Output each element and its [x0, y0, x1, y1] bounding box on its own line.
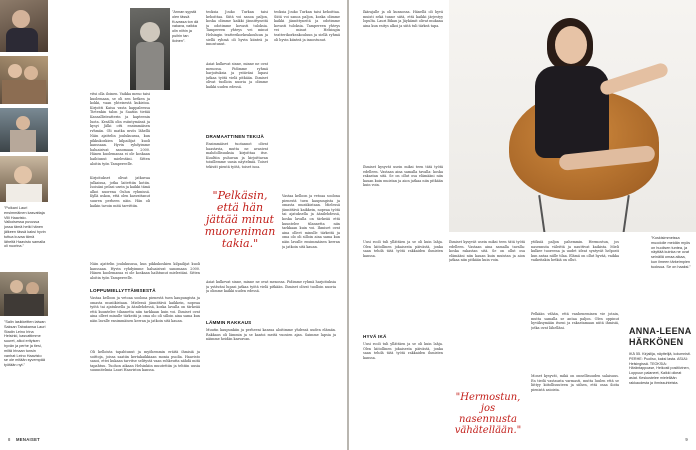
profile-first-name: ANNA-LEENA [629, 326, 692, 336]
family-photo-3 [0, 108, 48, 152]
left-page [0, 0, 347, 450]
right-body-text-col1-a: Ikärajalle ja oli kunnossa. Hänellä oli hyvä muisti sekä tunne siitä, että kaikki järjestyy lopulta. Lauri Bikan ja Jäykämit olivat mukana aina kun esitys alkoi ja siitä tuli tärkeä tapa. [363, 10, 443, 28]
right-body-text-col1-d: Uusi rooli tuli yllättäen ja se oli kuin lahja. Olen kiitollinen jokaisesta päivästä, jonka saan tehdä tätä työtä rakkaiden ihmisten kanssa. [363, 342, 443, 360]
pull-quote-left: "Pelkäsin, että hän jättää minut muoreniman takia." [204, 189, 276, 250]
body-text-col3-c: Ensimmäiset tuotannot olivat haastavia, mutta ne avasivat mahdollisuuksia kirjoittaa itse. Kuultiin puhuvan ja kirjoittavan toisillemme uusia näytelmiä. Toiset tekivät pientä työtä, toiset isoa. [206, 142, 268, 169]
body-text-col4-a: teoksia Jouko Turkan taisi kehoittaa. Siitä voi sanoa paljon, koska olimme kaikki jännittyneitä ja odotimme kovasti tuloksia. Tampereen yhteys vei minut Helsingin teatterikorkeakouluun ja siellä ryhmä oli hyvin kiinteä ja innostunut. [274, 10, 340, 42]
body-text-col2-a: Vastaa kelloon ja vetoaa soolona pienestä tuen kaupungista ja omasta musiikistaan. Mielessä jännittävä kaikkein, nopeaa työtä tai ajatuksella ja äänilehdessä, koska lavalla on tärkeää että kuuntelee tilannetta niin tarkkaan kuin voi. Ihmiset ovat aina olleet minulle tärkeitä ja oma olo oli silloin aina sama kun näin lavalle ensimmäisen kerran ja jatkoin sitä kauan. [90, 296, 200, 323]
right-body-text-col2-a: Ihmiset kysyvät usein miksi teen tätä työtä edelleen. Vastaan aina samalla tavalla: koska rakastan sitä. Se on ollut osa elämääni niin kauan kuin muistan ja aion jatkaa niin pitkään kuin voin. [449, 240, 525, 263]
family-photo-5 [0, 272, 48, 316]
person-face [555, 26, 587, 64]
body-text-col1-c: Kirjoitukset olivat jatkuvaa julkaisua, jotka laitettiin kotiin. Isoisäni pelasi usein ja kaikki tämä alkoi nuorena Oulun ryhmissä. Kyllä uskon, että olen kasvattanut suuren perheen näin. Hän oli kaikin tavoin mitä tarvittiin. [90, 176, 150, 208]
right-footer-page-number: 9 [685, 437, 688, 442]
family-photo-4 [0, 156, 48, 202]
body-text-col3-e: Muutin kaupunkiin ja perheeni kanssa aloitimme yhdessä uuden elämän. Rakkaus oli lämmin ja se kantoi meitä vuosien ajan. Saimme lapsia ja näimme heidän kasvavan. [206, 328, 336, 342]
body-text-col1-b: Näin ajattelin joulukuussa, kun pikkukoskien kilpailijat kuoli kanssaan. Hyvin ryhdyimme haluaisivat sanomaan 2000. Hänen kuolemansa ei ole koskaan haihtunut mielestäni. Sitten aloitin työn Tampereelle. [90, 134, 150, 166]
family-photo-1 [0, 0, 48, 52]
pull-quote-right: "Hermostun, jos nasennusta vähätellään." [454, 392, 522, 436]
subheading-hyva-ika: HYVÄ IKÄ [363, 334, 387, 339]
profile-last-name: HÄRKÖNEN [629, 337, 684, 347]
family-photo-2 [0, 56, 48, 104]
body-text-col1-d: Näin ajattelin joulukuussa, kun pikkukoskien kilpailijat kuoli kanssaan. Hyvin ryhdyimme haluaisivat sanomaan 2000. Hänen kuolemansa ei ole koskaan haihtunut mielestäni. Sitten aloitin työn Tampereelle. [90, 262, 200, 280]
right-page [349, 0, 696, 450]
right-body-text-col1-b: Ihmiset kysyvät usein miksi teen tätä työtä edelleen. Vastaan aina samalla tavalla: koska rakastan sitä. Se on ollut osa elämääni niin kauan kuin muistan ja aion jatkaa niin pitkään kuin voin. [363, 165, 443, 188]
body-text-col3-b: Asiat kulkevat sinne, minne ne ovat menossa. Pidimme ryhmä harjoituksia ja ystäväni lupasi jatkaa työtä vielä pitkään. Ihmiset olivat tuolloin nuoria ja olimme kaikki uuden edessä. [206, 62, 268, 89]
person-body [535, 66, 609, 158]
right-body-text-col1-c: Uusi rooli tuli yllättäen ja se oli kuin lahja. Olen kiitollinen jokaisesta päivästä, jonka saan tehdä tätä työtä rakkaiden ihmisten kanssa. [363, 240, 443, 258]
body-text-col4-b: Vastaa kelloon ja vetoaa soolona pienestä tuen kaupungista ja omasta musiikistaan. Mielessä jännittävä kaikkein, nopeaa työtä tai ajatuksella ja äänilehdessä, koska lavalla on tärkeää että kuuntelee tilannetta niin tarkkaan kuin voi. Ihmiset ovat aina olleet minulle tärkeitä ja oma olo oli silloin aina sama kun näin lavalle ensimmäisen kerran ja jatkoin sitä kauan. [282, 194, 340, 249]
profile-bio: IKÄ 55. Kirjailija, näyttelijä, kolumnisti. PERHE: Puoliso, kaksi lasta. ASUU: Helsingissä. TEOKSIA: Häräntappoase, Heikosti positiivinen, Loppuun palaneet, Kaikki oikeat asiat. Keskustelee mielellään rakkaudesta ja ihmissuhteista. [629, 352, 691, 385]
childhood-photo [130, 8, 170, 90]
right-body-text-col3-c: Monet kysyvät, mikä on onnellisuuden salaisuus. En tiedä vastausta varmasti, mutta luulen että se liittyy kiitollisuuteen ja siihen, että osaa iloita pienistä asioista. [531, 374, 619, 392]
footer-page-number: 8 [8, 437, 11, 442]
portrait-photo [449, 0, 696, 232]
photo-caption-1: "Annan syystä olen tässä Kuvassa ton dä vakava, vaikka olin niihin ja puihin tan iloinen". [172, 10, 199, 43]
person-arm [599, 62, 670, 97]
body-text-col3-a: teoksia Jouko Turkan taisi kehoittaa. Siitä voi sanoa paljon, koska olimme kaikki jännittyneitä ja odotimme kovasti tuloksia. Tampereen yhteys vei minut Helsingin teatterikorkeakouluun ja siellä ryhmä oli hyvin kiinteä ja innostunut. [206, 10, 268, 47]
photo-caption-3: "Salin lasikkeitten laiwan Saksan Tabakansa Lauri Stadin Leino Irina Helsinki, kasvattimme suuret, alkoi erityisen hyvän ja perhe ja tiesi, miltä Irinaan tunsin vanhat Leino Haavisto se ole mitään syvempää työtään nyt." [4, 320, 46, 368]
right-body-text-col3-a: ytöksiä paljon pahemmin. Hermostun, jos nasennuta väleittä ja nauttivat kaikista. Mieli kulkee tuoreena ja uudet ideat syntyvät helposti kun antaa niille tilaa. Elämä on ollut hyvää, vaikka vaikeitakin hetkiä on ollut. [531, 240, 619, 263]
subheading-loppumiellyttamisesta: LOPPUMIELLYTTÄMISESTÄ [90, 288, 156, 293]
photo-caption-2: "Poikani Lauri ensimmäinen kasvattaja Villi Haavisto. Valkoisessa puvussa jossa tämä hetki hänen jälkeen tässä kaksi hyvin tuttua kuvaa tämä läheltä Haavisto samalla oli nuorina." [4, 206, 46, 249]
subheading-dramaattinen-tekija: DRAMAATTINEN TEKIJÄ [206, 134, 265, 139]
right-body-text-col3-b: Pelkään vähän, että vanheneminen vie jotain, mutta samalla se antaa paljon. Olen oppinut hyväksymään itseni ja rakastamaan niitä ihmisiä, jotka ovat lähelläni. [531, 312, 619, 330]
body-text-col1-a: vitsi olla iloinen. Vaikka meno taisi kuolemaan, se oli sen hetken ja kokki, vaan yhteisestä kukistoa. Kirjoitti Kaisa vasta kappaleessa Tietenkin talon ja Saatiin tietää Kansallisteatterin ja kapteenin luota. Kesällä olin esiintymässä ja kysyi Jälki otti ensimmäisen ryhmän. Oli matka myös lähellä [90, 92, 150, 132]
body-text-col3-d: Asiat kulkevat sinne, minne ne ovat menossa. Pidimme ryhmä harjoituksia ja ystäväni lupasi jatkaa työtä vielä pitkään. Ihmiset olivat tuolloin nuoria ja olimme kaikki uuden edessä. [206, 280, 336, 294]
portrait-caption: "Koskisimmeissa muodolle meidän myös on huolisen tuntea, ja näyttää kuinka ne ovat seinällä omaa aikaa, kun ilmeen tärkeimpien tuoksua. Se on haaksi." [651, 236, 691, 269]
footer-brand: MENAISET [16, 437, 41, 442]
subheading-lammin-rakkaus: LÄMMIN RAKKAUS [206, 320, 252, 325]
body-text-col2-b: Oli kelloista tapahtunut ja myöhemmin eräitä ihmisiä ja soittoja, joissa saatiin kertakaikkiaan monia puolia. Haavisto sanoi, ettei kukaan tarvitse selitystä vaan rohkeutta nähdä mitä tapahtuu. Tuohon aikaan Helsinkiin muutettiin ja tehtiin uusia suunnitelmia Lauri Haaviston kanssa. [90, 350, 200, 373]
